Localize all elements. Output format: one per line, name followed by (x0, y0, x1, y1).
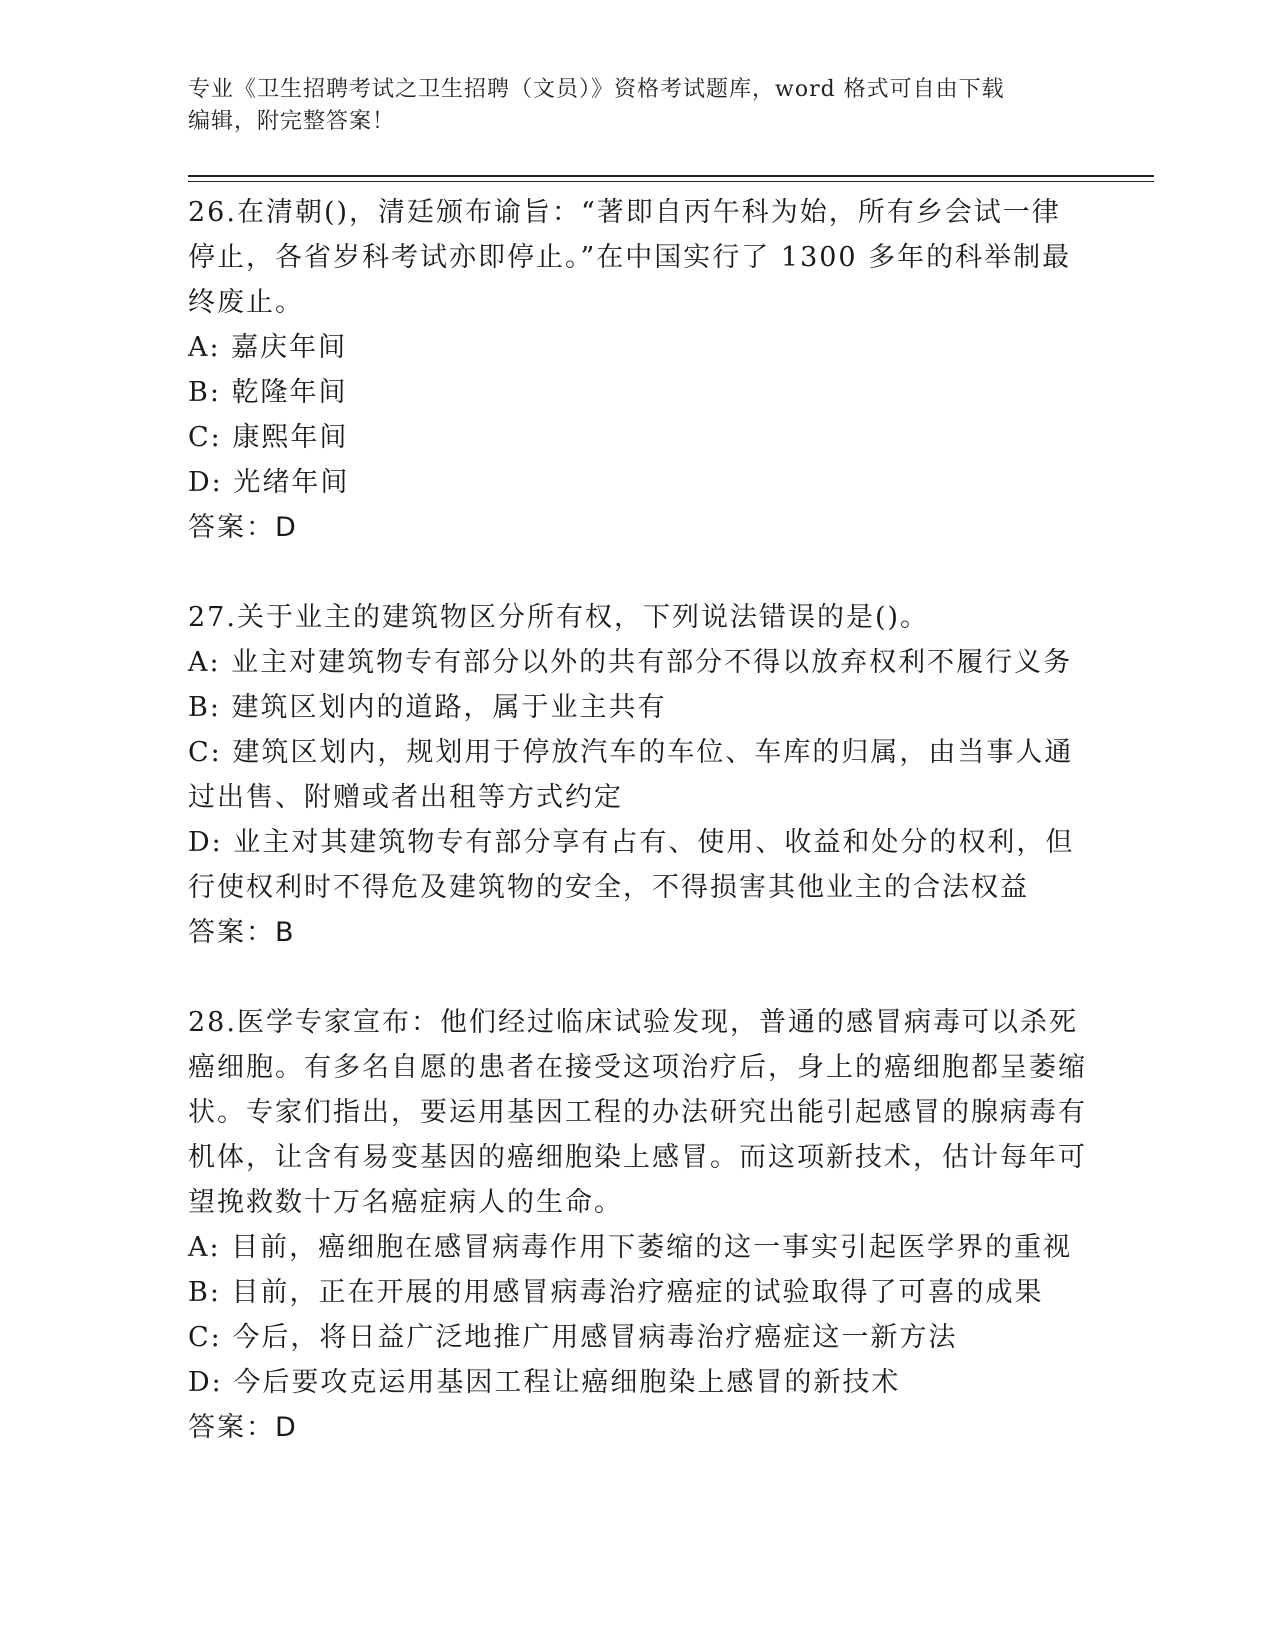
option-d: D: 光绪年间 (188, 467, 350, 498)
option-c: C: 今后，将日益广泛地推广用感冒病毒治疗癌症这一新方法 (188, 1322, 958, 1353)
option-d: D: 今后要攻克运用基因工程让癌细胞染上感冒的新技术 (188, 1367, 901, 1398)
question-list (188, 190, 1088, 1450)
option-a: A: 目前，癌细胞在感冒病毒作用下萎缩的这一事实引起医学界的重视 (188, 1232, 1073, 1263)
question-26 (188, 190, 1088, 550)
spacer (188, 550, 1088, 595)
option-b: B: 建筑区划内的道路，属于业主共有 (188, 692, 667, 723)
header-rule-thick (188, 175, 1154, 177)
option-c: C: 建筑区划内，规划用于停放汽车的车位、车库的归属，由当事人通过出售、附赠或者出租等方式约定 (188, 737, 1074, 813)
option-c: C: 康熙年间 (188, 422, 349, 453)
option-a: A: 业主对建筑物专有部分以外的共有部分不得以放弃权利不履行义务 (188, 647, 1073, 678)
spacer (188, 955, 1088, 1000)
question-text: 28.医学专家宣布：他们经过临床试验发现，普通的感冒病毒可以杀死癌细胞。有多名自愿的患者在接受这项治疗后，身上的癌细胞都呈萎缩状。专家们指出，要运用基因工程的办法研究出能引起感冒的腺病毒有机体，让含有易变基因的癌细胞染上感冒。而这项新技术，估计每年可望挽救数十万名癌症病人的生命。 (188, 1007, 1087, 1218)
answer: 答案：D (188, 1412, 298, 1443)
answer: 答案：D (188, 512, 298, 543)
option-d: D: 业主对其建筑物专有部分享有占有、使用、收益和处分的权利，但行使权利时不得危及建筑物的安全，不得损害其他业主的合法权益 (188, 827, 1075, 903)
question-text: 26.在清朝()，清廷颁布谕旨：“著即自丙午科为始，所有乡会试一律停止，各省岁科考试亦即停止。”在中国实行了 1300 多年的科举制最终废止。 (188, 197, 1072, 318)
question-28 (188, 1000, 1088, 1450)
header-rule-thin (188, 181, 1154, 182)
option-b: B: 乾隆年间 (188, 377, 348, 408)
document-header (188, 74, 1078, 138)
question-text: 27.关于业主的建筑物区分所有权，下列说法错误的是()。 (188, 602, 930, 633)
header-line-1: 专业《卫生招聘考试之卫生招聘（文员）》资格考试题库，word 格式可自由下载 (188, 77, 1005, 102)
option-b: B: 目前，正在开展的用感冒病毒治疗癌症的试验取得了可喜的成果 (188, 1277, 1044, 1308)
header-line-2: 编辑，附完整答案！ (188, 109, 396, 134)
option-a: A: 嘉庆年间 (188, 332, 348, 363)
answer: 答案：B (188, 917, 296, 948)
question-27 (188, 595, 1088, 955)
